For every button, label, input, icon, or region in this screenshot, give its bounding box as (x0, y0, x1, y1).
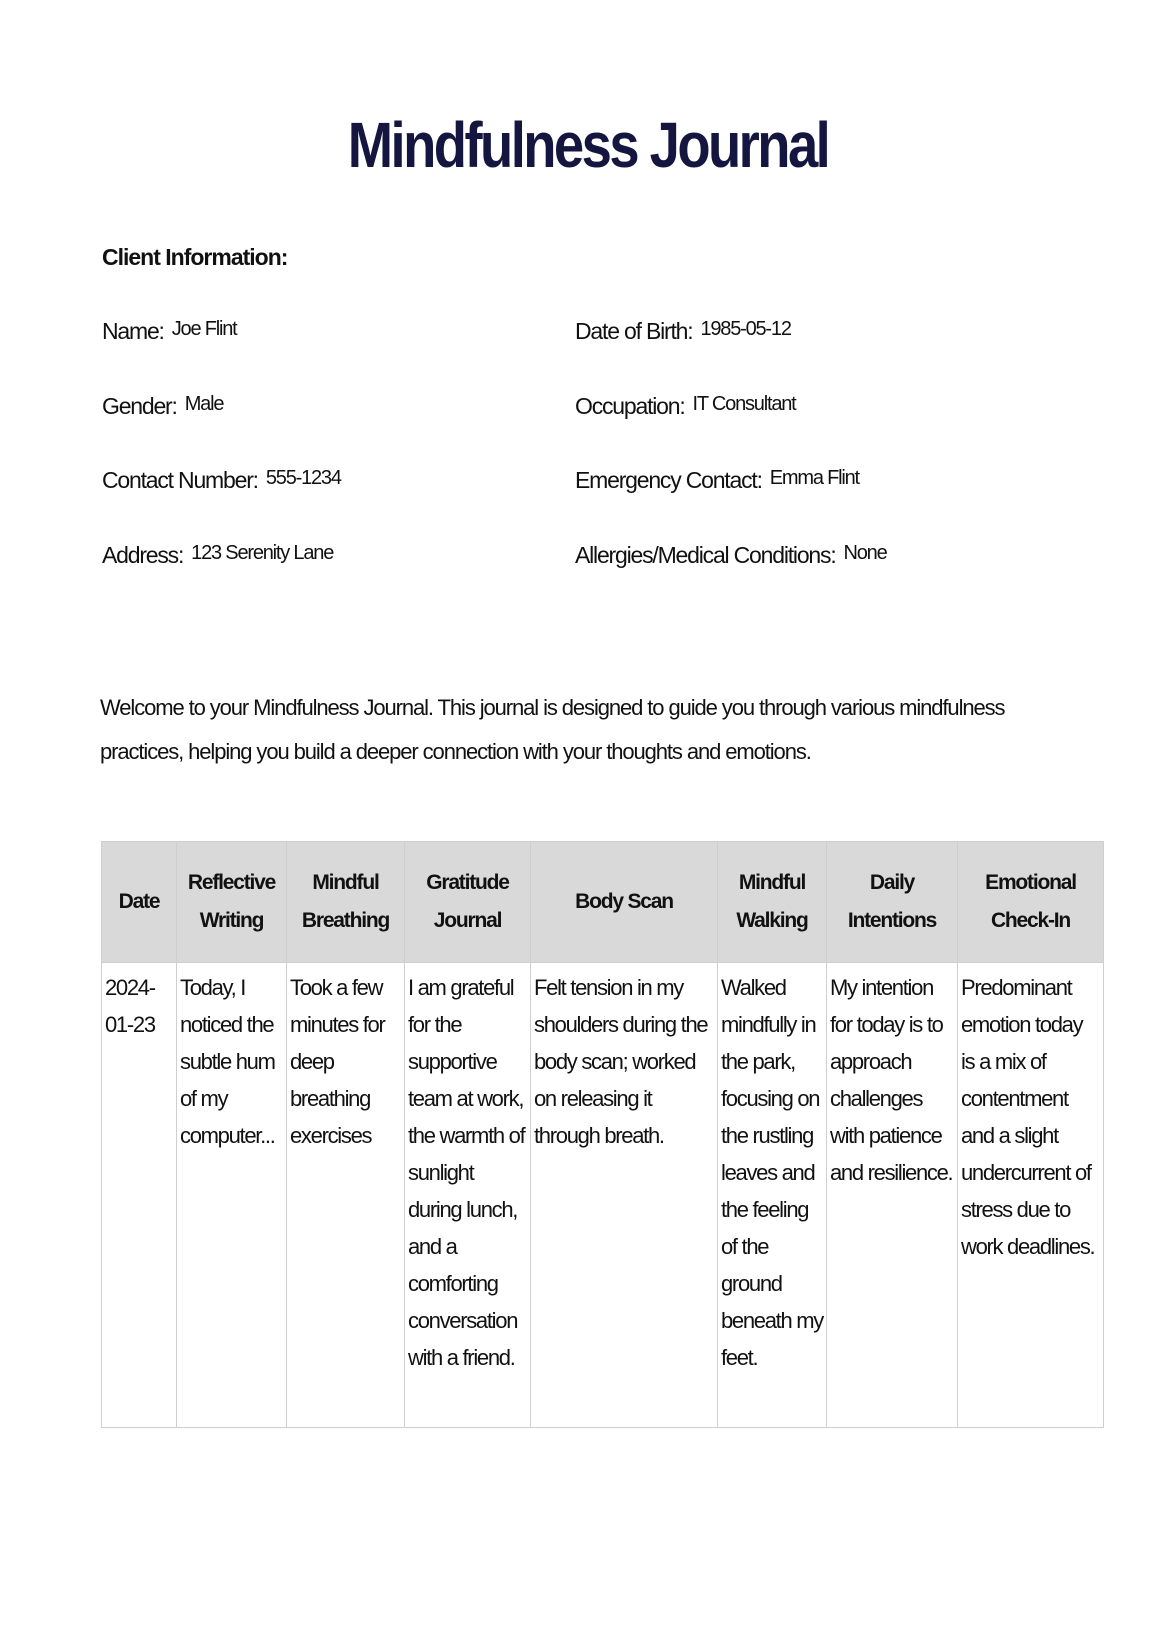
header-mindful-breathing: Mindful Breathing (287, 842, 405, 963)
field-emergency-contact (575, 467, 859, 494)
field-gender (102, 393, 223, 420)
field-value: 555-1234 (265, 467, 341, 489)
header-emotional-check-in: Emotional Check-In (958, 842, 1104, 963)
header-mindful-walking: Mindful Walking (718, 842, 827, 963)
field-value: Joe Flint (171, 318, 237, 340)
field-label: Occupation: (575, 393, 685, 419)
cell-reflective-writing: Today, I noticed the subtle hum of my computer... (177, 963, 287, 1428)
cell-mindful-walking: Walked mindfully in the park, focusing on the rustling leaves and the feeling of the ground beneath my feet. (718, 963, 827, 1428)
field-value: 123 Serenity Lane (191, 542, 334, 564)
header-body-scan: Body Scan (531, 842, 718, 963)
field-address (102, 542, 333, 569)
header-date: Date (102, 842, 177, 963)
field-value: Emma Flint (769, 467, 859, 489)
field-label: Address: (102, 542, 184, 568)
field-value: None (843, 542, 887, 564)
cell-date: 2024-01-23 (102, 963, 177, 1428)
field-contact-number (102, 467, 341, 494)
intro-paragraph: Welcome to your Mindfulness Journal. This journal is designed to guide you through various mindfulness practices, helping you build a deeper connection with your thoughts and emotions. (100, 695, 1005, 764)
client-info-heading: Client Information: (102, 244, 288, 270)
field-value: 1985-05-12 (700, 318, 791, 340)
cell-body-scan: Felt tension in my shoulders during the body scan; worked on releasing it through breath. (531, 963, 718, 1428)
field-value: IT Consultant (692, 393, 796, 415)
cell-gratitude-journal: I am grateful for the supportive team at work, the warmth of sunlight during lunch, and a comforting conversation with a friend. (405, 963, 531, 1428)
cell-emotional-check-in: Predominant emotion today is a mix of contentment and a slight undercurrent of stress due to work deadlines. (958, 963, 1104, 1428)
field-label: Emergency Contact: (575, 467, 762, 493)
field-label: Contact Number: (102, 467, 258, 493)
cell-daily-intentions: My intention for today is to approach challenges with patience and resilience. (827, 963, 958, 1428)
field-label: Date of Birth: (575, 318, 693, 344)
field-label: Name: (102, 318, 164, 344)
header-reflective-writing: Reflective Writing (177, 842, 287, 963)
field-occupation (575, 393, 796, 420)
journal-table (101, 841, 1104, 1428)
field-dob (575, 318, 791, 345)
field-label: Gender: (102, 393, 177, 419)
header-gratitude-journal: Gratitude Journal (405, 842, 531, 963)
table-row (102, 963, 1104, 1428)
field-name (102, 318, 237, 345)
field-label: Allergies/Medical Conditions: (575, 542, 836, 568)
field-value: Male (184, 393, 224, 415)
table-header-row (102, 842, 1104, 963)
header-daily-intentions: Daily Intentions (827, 842, 958, 963)
field-allergies (575, 542, 887, 569)
page-title: Mindfulness Journal (347, 109, 829, 181)
cell-mindful-breathing: Took a few minutes for deep breathing exercises (287, 963, 405, 1428)
